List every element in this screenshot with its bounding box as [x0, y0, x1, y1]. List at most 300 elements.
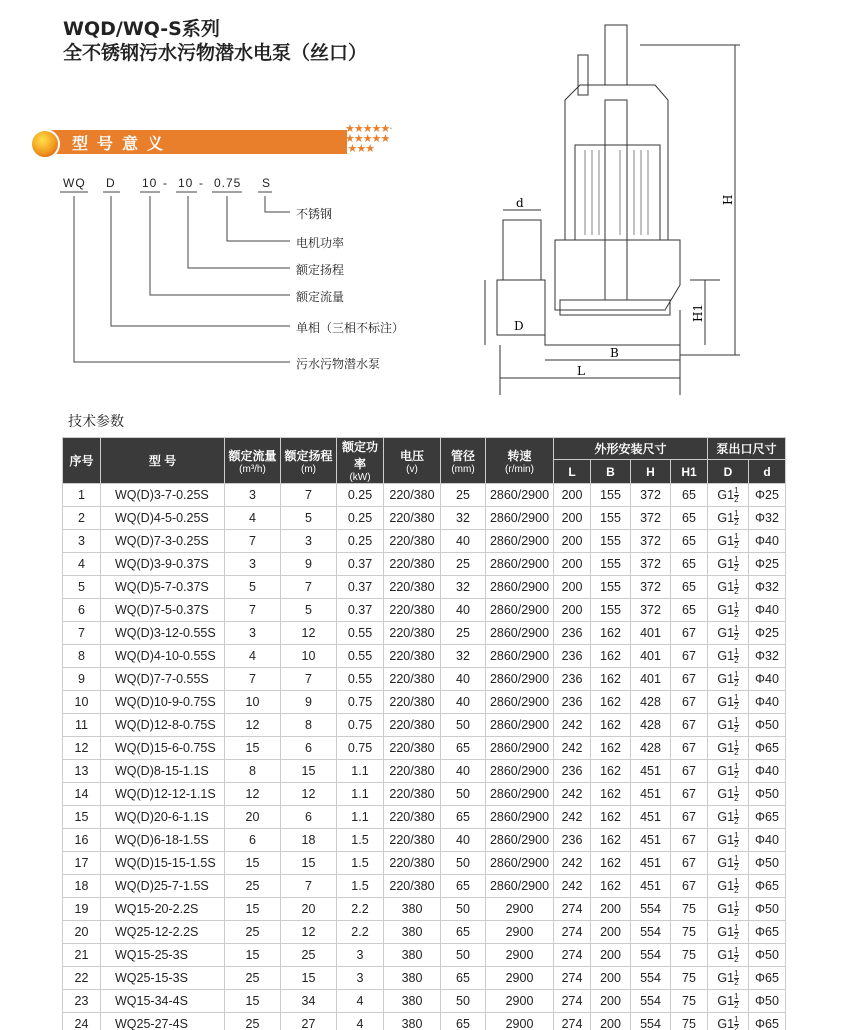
cell-H1: 67 [671, 760, 708, 783]
outlet-thread: G1 [717, 878, 735, 893]
cell-model: WQ(D)7-7-0.55S [101, 668, 225, 691]
cell-model: WQ(D)3-12-0.55S [101, 622, 225, 645]
fraction-den: 2 [734, 839, 739, 849]
cell-model: WQ(D)7-5-0.37S [101, 599, 225, 622]
cell-outlet-d: Φ32 [749, 645, 786, 668]
cell-power: 0.55 [337, 668, 384, 691]
cell-voltage: 220/380 [384, 875, 441, 898]
cell-model: WQ15-34-4S [101, 990, 225, 1013]
cell-outlet-d: Φ40 [749, 668, 786, 691]
cell-outlet-d: Φ40 [749, 829, 786, 852]
cell-speed: 2860/2900 [486, 668, 554, 691]
cell-power: 0.75 [337, 737, 384, 760]
table-row [63, 484, 786, 507]
cell-speed: 2860/2900 [486, 599, 554, 622]
cell-head: 9 [281, 553, 337, 576]
th-D: D [708, 460, 749, 484]
cell-no: 16 [63, 829, 101, 852]
cell-outlet-d: Φ65 [749, 737, 786, 760]
fraction-num: 1 [734, 876, 739, 886]
cell-pipe: 25 [441, 622, 486, 645]
outlet-thread: G1 [717, 993, 735, 1008]
cell-L: 242 [554, 737, 591, 760]
outlet-thread: G1 [717, 809, 735, 824]
cell-outlet-D [708, 852, 749, 875]
cell-outlet-D [708, 714, 749, 737]
title-product: 全不锈钢污水污物潜水电泵（丝口） [63, 42, 368, 64]
fraction-den: 2 [734, 655, 739, 665]
cell-head: 3 [281, 530, 337, 553]
outlet-thread: G1 [717, 671, 735, 686]
cell-outlet-D [708, 622, 749, 645]
cell-power: 2.2 [337, 921, 384, 944]
meaning-head: 额定扬程 [296, 263, 345, 277]
cell-H: 451 [631, 783, 671, 806]
cell-head: 6 [281, 806, 337, 829]
cell-flow: 25 [225, 875, 281, 898]
fraction [734, 556, 738, 573]
cell-model: WQ(D)20-6-1.1S [101, 806, 225, 829]
meaning-power: 电机功率 [296, 236, 345, 250]
cell-flow: 10 [225, 691, 281, 714]
cell-outlet-D [708, 760, 749, 783]
cell-H: 372 [631, 484, 671, 507]
cell-B: 162 [591, 737, 631, 760]
cell-outlet-D [708, 944, 749, 967]
meaning-pump: 污水污物潜水泵 [296, 357, 381, 371]
cell-B: 200 [591, 898, 631, 921]
cell-H1: 67 [671, 645, 708, 668]
cell-model: WQ(D)10-9-0.75S [101, 691, 225, 714]
fraction [734, 924, 738, 941]
cell-model: WQ(D)8-15-1.1S [101, 760, 225, 783]
cell-speed: 2900 [486, 1013, 554, 1030]
cell-outlet-d: Φ65 [749, 875, 786, 898]
stars-icon: ★★★★★· ★★★★★ ★★★ [345, 122, 392, 155]
fraction-den: 2 [734, 701, 739, 711]
outlet-thread: G1 [717, 740, 735, 755]
cell-no: 12 [63, 737, 101, 760]
cell-flow: 12 [225, 714, 281, 737]
cell-H: 372 [631, 530, 671, 553]
table-row [63, 806, 786, 829]
outlet-thread: G1 [717, 602, 735, 617]
fraction [734, 740, 738, 757]
cell-power: 0.55 [337, 645, 384, 668]
cell-model: WQ(D)12-8-0.75S [101, 714, 225, 737]
cell-head: 34 [281, 990, 337, 1013]
fraction-num: 1 [734, 485, 739, 495]
fraction [734, 832, 738, 849]
table-row [63, 852, 786, 875]
cell-pipe: 40 [441, 530, 486, 553]
cell-outlet-d: Φ50 [749, 990, 786, 1013]
fraction-den: 2 [734, 540, 739, 550]
fraction-num: 1 [734, 968, 739, 978]
cell-H1: 67 [671, 714, 708, 737]
cell-outlet-d: Φ65 [749, 921, 786, 944]
cell-outlet-D [708, 668, 749, 691]
cell-speed: 2860/2900 [486, 829, 554, 852]
cell-outlet-d: Φ50 [749, 898, 786, 921]
table-row [63, 530, 786, 553]
cell-head: 25 [281, 944, 337, 967]
cell-model: WQ25-12-2.2S [101, 921, 225, 944]
fraction-den: 2 [734, 517, 739, 527]
cell-voltage: 380 [384, 921, 441, 944]
cell-power: 0.25 [337, 507, 384, 530]
cell-B: 155 [591, 530, 631, 553]
pump-diagram [480, 20, 750, 405]
cell-no: 15 [63, 806, 101, 829]
cell-H: 554 [631, 898, 671, 921]
cell-flow: 4 [225, 645, 281, 668]
cell-power: 0.37 [337, 576, 384, 599]
cell-B: 155 [591, 599, 631, 622]
fraction-num: 1 [734, 646, 739, 656]
cell-voltage: 220/380 [384, 530, 441, 553]
cell-voltage: 220/380 [384, 760, 441, 783]
cell-power: 3 [337, 967, 384, 990]
fraction [734, 671, 738, 688]
cell-flow: 3 [225, 553, 281, 576]
fraction-den: 2 [734, 494, 739, 504]
cell-B: 200 [591, 921, 631, 944]
th-volt-label: 电压 [399, 448, 424, 463]
fraction [734, 510, 738, 527]
outlet-thread: G1 [717, 510, 735, 525]
cell-no: 19 [63, 898, 101, 921]
outlet-thread: G1 [717, 832, 735, 847]
cell-L: 242 [554, 875, 591, 898]
table-row [63, 783, 786, 806]
th-outlet: 泵出口尺寸 [708, 438, 786, 460]
th-volt [384, 438, 441, 484]
cell-head: 6 [281, 737, 337, 760]
cell-flow: 15 [225, 737, 281, 760]
fraction-den: 2 [734, 862, 739, 872]
cell-H1: 67 [671, 691, 708, 714]
cell-pipe: 50 [441, 852, 486, 875]
th-power-label: 额定功率 [341, 440, 378, 471]
cell-voltage: 220/380 [384, 691, 441, 714]
outlet-thread: G1 [717, 533, 735, 548]
cell-model: WQ(D)6-18-1.5S [101, 829, 225, 852]
cell-H1: 65 [671, 599, 708, 622]
cell-B: 162 [591, 875, 631, 898]
outlet-thread: G1 [717, 855, 735, 870]
th-dims: 外形安装尺寸 [554, 438, 708, 460]
cell-outlet-d: Φ50 [749, 714, 786, 737]
fraction-num: 1 [734, 508, 739, 518]
cell-L: 200 [554, 599, 591, 622]
cell-model: WQ(D)15-15-1.5S [101, 852, 225, 875]
table-row [63, 990, 786, 1013]
cell-model: WQ(D)12-12-1.1S [101, 783, 225, 806]
cell-outlet-D [708, 829, 749, 852]
cell-H1: 65 [671, 507, 708, 530]
cell-pipe: 65 [441, 806, 486, 829]
cell-L: 200 [554, 576, 591, 599]
cell-voltage: 380 [384, 944, 441, 967]
cell-B: 155 [591, 507, 631, 530]
th-speed-unit: (r/min) [505, 463, 534, 475]
cell-L: 200 [554, 553, 591, 576]
cell-voltage: 380 [384, 898, 441, 921]
cell-outlet-D [708, 967, 749, 990]
cell-L: 200 [554, 507, 591, 530]
cell-head: 7 [281, 668, 337, 691]
cell-B: 162 [591, 714, 631, 737]
outlet-thread: G1 [717, 947, 735, 962]
cell-pipe: 50 [441, 714, 486, 737]
cell-head: 15 [281, 852, 337, 875]
th-pipe-label: 管径 [450, 448, 475, 463]
cell-no: 20 [63, 921, 101, 944]
cell-speed: 2860/2900 [486, 484, 554, 507]
fraction-num: 1 [734, 945, 739, 955]
code-dash: - [199, 176, 204, 190]
cell-outlet-D [708, 990, 749, 1013]
cell-flow: 3 [225, 484, 281, 507]
cell-speed: 2860/2900 [486, 852, 554, 875]
cell-power: 2.2 [337, 898, 384, 921]
cell-model: WQ(D)3-7-0.25S [101, 484, 225, 507]
outlet-thread: G1 [717, 763, 735, 778]
cell-voltage: 220/380 [384, 829, 441, 852]
cell-outlet-D [708, 898, 749, 921]
cell-outlet-d: Φ40 [749, 691, 786, 714]
cell-outlet-D [708, 507, 749, 530]
cell-flow: 4 [225, 507, 281, 530]
table-title: 技术参数 [68, 414, 124, 430]
fraction [734, 855, 738, 872]
outlet-thread: G1 [717, 786, 735, 801]
fraction [734, 901, 738, 918]
cell-L: 274 [554, 990, 591, 1013]
cell-speed: 2900 [486, 990, 554, 1013]
cell-H: 428 [631, 691, 671, 714]
cell-speed: 2900 [486, 921, 554, 944]
cell-flow: 25 [225, 921, 281, 944]
cell-H1: 75 [671, 967, 708, 990]
outlet-thread: G1 [717, 579, 735, 594]
cell-B: 162 [591, 760, 631, 783]
cell-H: 372 [631, 553, 671, 576]
cell-no: 24 [63, 1013, 101, 1030]
cell-flow: 15 [225, 990, 281, 1013]
cell-pipe: 40 [441, 691, 486, 714]
fraction-den: 2 [734, 770, 739, 780]
cell-H: 451 [631, 852, 671, 875]
cell-flow: 8 [225, 760, 281, 783]
cell-B: 155 [591, 553, 631, 576]
cell-outlet-D [708, 806, 749, 829]
fraction-num: 1 [734, 761, 739, 771]
cell-no: 2 [63, 507, 101, 530]
fraction-num: 1 [734, 623, 739, 633]
cell-head: 12 [281, 622, 337, 645]
fraction-num: 1 [734, 991, 739, 1001]
cell-power: 3 [337, 944, 384, 967]
ball-icon [30, 129, 60, 159]
dim-H: H [721, 194, 735, 205]
fraction-den: 2 [734, 885, 739, 895]
section-title: 型号意义 [72, 134, 173, 153]
th-speed [486, 438, 554, 484]
cell-H1: 75 [671, 898, 708, 921]
cell-no: 10 [63, 691, 101, 714]
cell-H: 372 [631, 507, 671, 530]
cell-B: 155 [591, 576, 631, 599]
cell-H: 554 [631, 967, 671, 990]
cell-outlet-d: Φ65 [749, 806, 786, 829]
cell-no: 9 [63, 668, 101, 691]
cell-L: 200 [554, 530, 591, 553]
cell-power: 0.75 [337, 691, 384, 714]
cell-power: 1.1 [337, 783, 384, 806]
cell-model: WQ(D)25-7-1.5S [101, 875, 225, 898]
cell-flow: 7 [225, 668, 281, 691]
cell-L: 236 [554, 760, 591, 783]
outlet-thread: G1 [717, 694, 735, 709]
cell-pipe: 40 [441, 599, 486, 622]
cell-L: 274 [554, 921, 591, 944]
cell-no: 17 [63, 852, 101, 875]
cell-model: WQ15-25-3S [101, 944, 225, 967]
cell-speed: 2860/2900 [486, 783, 554, 806]
cell-flow: 7 [225, 599, 281, 622]
cell-L: 274 [554, 1013, 591, 1030]
cell-outlet-D [708, 645, 749, 668]
outlet-thread: G1 [717, 648, 735, 663]
cell-L: 200 [554, 484, 591, 507]
th-head-unit: (m) [301, 463, 316, 475]
cell-H: 451 [631, 760, 671, 783]
th-flow-label: 额定流量 [228, 448, 277, 463]
code-s: S [262, 176, 272, 190]
cell-power: 0.25 [337, 530, 384, 553]
cell-H1: 67 [671, 783, 708, 806]
cell-flow: 15 [225, 944, 281, 967]
cell-no: 13 [63, 760, 101, 783]
cell-head: 15 [281, 760, 337, 783]
th-H1: H1 [671, 460, 708, 484]
fraction [734, 947, 738, 964]
cell-voltage: 220/380 [384, 852, 441, 875]
cell-pipe: 50 [441, 944, 486, 967]
cell-H1: 65 [671, 576, 708, 599]
cell-H1: 65 [671, 553, 708, 576]
fraction-num: 1 [734, 853, 739, 863]
cell-head: 18 [281, 829, 337, 852]
cell-head: 10 [281, 645, 337, 668]
cell-pipe: 25 [441, 484, 486, 507]
cell-H1: 75 [671, 1013, 708, 1030]
cell-speed: 2860/2900 [486, 737, 554, 760]
table-row [63, 714, 786, 737]
cell-H1: 67 [671, 737, 708, 760]
cell-B: 200 [591, 990, 631, 1013]
cell-head: 7 [281, 484, 337, 507]
fraction-den: 2 [734, 747, 739, 757]
cell-speed: 2860/2900 [486, 645, 554, 668]
cell-B: 200 [591, 967, 631, 990]
cell-speed: 2860/2900 [486, 806, 554, 829]
table-row [63, 668, 786, 691]
outlet-thread: G1 [717, 487, 735, 502]
th-volt-unit: (v) [406, 463, 418, 475]
cell-pipe: 40 [441, 760, 486, 783]
cell-outlet-D [708, 921, 749, 944]
cell-L: 242 [554, 852, 591, 875]
cell-outlet-D [708, 484, 749, 507]
table-row [63, 944, 786, 967]
cell-flow: 7 [225, 530, 281, 553]
cell-no: 14 [63, 783, 101, 806]
cell-H1: 65 [671, 530, 708, 553]
fraction-den: 2 [734, 977, 739, 987]
meaning-stainless: 不锈钢 [296, 207, 333, 221]
cell-H: 554 [631, 921, 671, 944]
cell-flow: 25 [225, 1013, 281, 1030]
table-row [63, 553, 786, 576]
fraction-den: 2 [734, 816, 739, 826]
cell-head: 27 [281, 1013, 337, 1030]
code-wq: WQ [63, 176, 86, 190]
table-row [63, 645, 786, 668]
fraction-den: 2 [734, 931, 739, 941]
dim-d: d [516, 196, 524, 210]
cell-pipe: 50 [441, 898, 486, 921]
cell-flow: 20 [225, 806, 281, 829]
th-head [281, 438, 337, 484]
fraction [734, 809, 738, 826]
cell-B: 162 [591, 622, 631, 645]
cell-voltage: 220/380 [384, 622, 441, 645]
cell-power: 0.25 [337, 484, 384, 507]
cell-voltage: 220/380 [384, 645, 441, 668]
cell-H: 401 [631, 622, 671, 645]
cell-L: 236 [554, 829, 591, 852]
cell-pipe: 50 [441, 990, 486, 1013]
fraction [734, 717, 738, 734]
cell-pipe: 65 [441, 967, 486, 990]
cell-power: 1.5 [337, 875, 384, 898]
fraction-den: 2 [734, 954, 739, 964]
cell-outlet-d: Φ40 [749, 530, 786, 553]
cell-power: 0.37 [337, 553, 384, 576]
cell-B: 200 [591, 1013, 631, 1030]
cell-outlet-d: Φ65 [749, 967, 786, 990]
cell-head: 7 [281, 875, 337, 898]
cell-flow: 15 [225, 898, 281, 921]
cell-speed: 2860/2900 [486, 530, 554, 553]
cell-no: 4 [63, 553, 101, 576]
cell-outlet-d: Φ25 [749, 484, 786, 507]
fraction-num: 1 [734, 692, 739, 702]
fraction-num: 1 [734, 807, 739, 817]
cell-pipe: 40 [441, 668, 486, 691]
cell-no: 3 [63, 530, 101, 553]
cell-no: 18 [63, 875, 101, 898]
cell-power: 1.1 [337, 806, 384, 829]
th-power-unit: (kW) [349, 472, 371, 483]
cell-outlet-d: Φ65 [749, 1013, 786, 1030]
th-flow [225, 438, 281, 484]
fraction-num: 1 [734, 669, 739, 679]
meaning-phase: 单相（三相不标注） [296, 321, 405, 335]
